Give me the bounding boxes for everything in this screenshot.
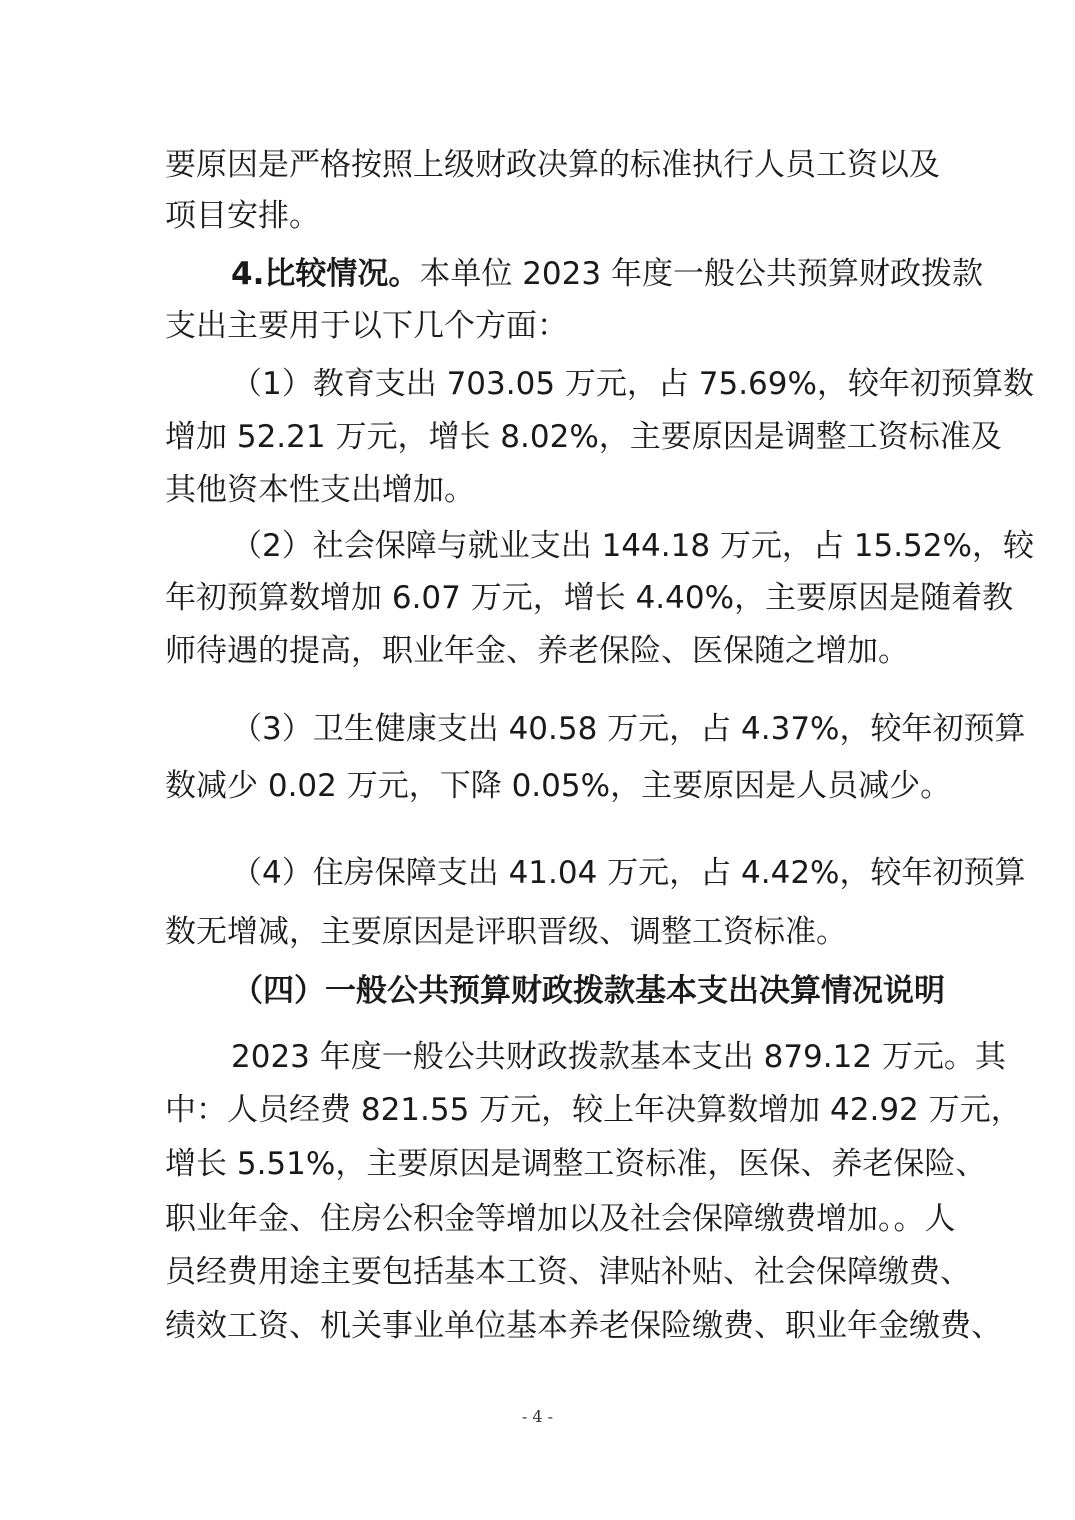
section-heading: （四）一般公共预算财政拨款基本支出决算情况说明 <box>232 973 945 1009</box>
paragraph-line: 绩效工资、机关事业单位基本养老保险缴费、职业年金缴费、 <box>165 1308 1002 1344</box>
paragraph-line: 支出主要用于以下几个方面： <box>165 308 568 344</box>
paragraph-line: 师待遇的提高，职业年金、养老保险、医保随之增加。 <box>165 633 909 669</box>
paragraph-line: 增加 52.21 万元，增长 8.02%，主要原因是调整工资标准及 <box>165 419 1002 455</box>
paragraph-line: 职业年金、住房公积金等增加以及社会保障缴费增加。。人 <box>165 1201 956 1237</box>
section-4-line <box>231 254 983 294</box>
item-1-line: （1）教育支出 703.05 万元，占 75.69%，较年初预算数 <box>231 366 1034 402</box>
paragraph-line: 员经费用途主要包括基本工资、津贴补贴、社会保障缴费、 <box>165 1254 971 1290</box>
paragraph-line: 数无增减，主要原因是评职晋级、调整工资标准。 <box>165 914 847 950</box>
paragraph-line: 项目安排。 <box>165 198 320 234</box>
paragraph-line: 数减少 0.02 万元，下降 0.05%，主要原因是人员减少。 <box>165 768 952 804</box>
section-4-title: 4.比较情况。 <box>231 256 420 292</box>
paragraph-line: 年初预算数增加 6.07 万元，增长 4.40%，主要原因是随着教 <box>165 580 1014 616</box>
paragraph-line: 2023 年度一般公共财政拨款基本支出 879.12 万元。其 <box>231 1039 1006 1075</box>
paragraph-line: 中：人员经费 821.55 万元，较上年决算数增加 42.92 万元， <box>165 1092 1022 1128</box>
item-2-line: （2）社会保障与就业支出 144.18 万元，占 15.52%，较 <box>231 528 1034 564</box>
paragraph-line: 增长 5.51%，主要原因是调整工资标准，医保、养老保险、 <box>165 1146 987 1182</box>
paragraph-line: 其他资本性支出增加。 <box>165 472 475 508</box>
section-4-text: 本单位 2023 年度一般公共预算财政拨款 <box>419 256 983 292</box>
item-4-line: （4）住房保障支出 41.04 万元，占 4.42%，较年初预算 <box>231 855 1026 891</box>
page-number: - 4 - <box>521 1407 554 1426</box>
item-3-line: （3）卫生健康支出 40.58 万元，占 4.37%，较年初预算 <box>231 711 1026 747</box>
paragraph-line: 要原因是严格按照上级财政决算的标准执行人员工资以及 <box>165 147 940 183</box>
